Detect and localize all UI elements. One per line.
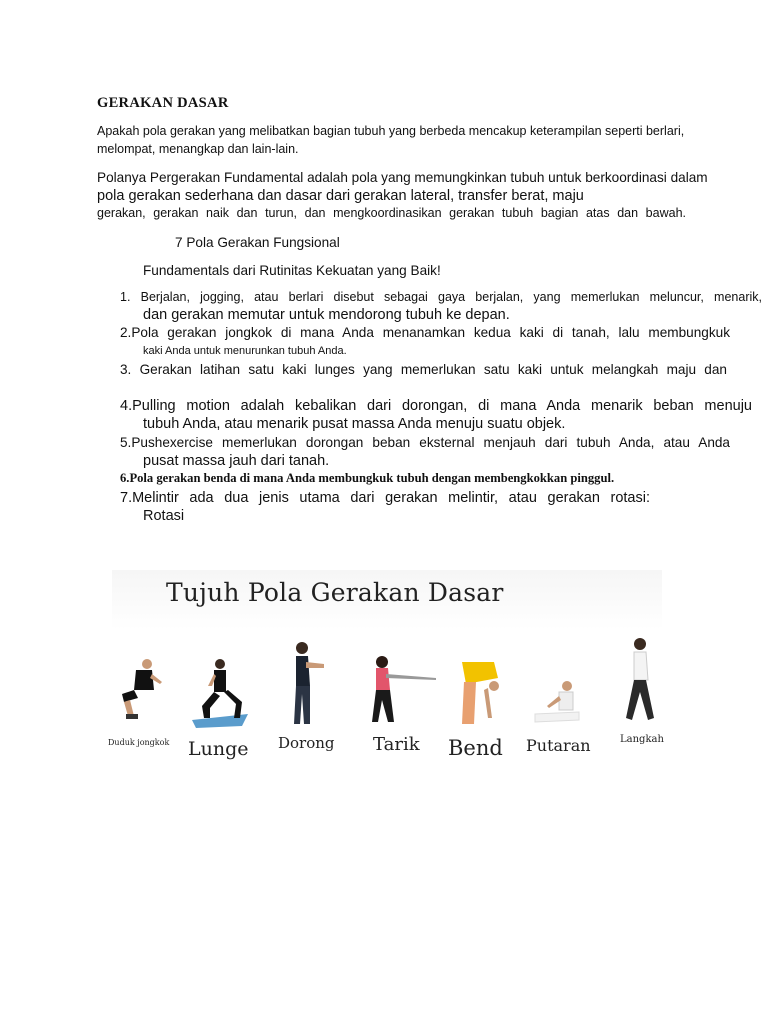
list-item-4-line-1: 4.Pulling motion adalah kebalikan dari dorongan, di mana Anda menarik beban menuju bbox=[120, 398, 752, 414]
list-item-7-line-2: Rotasi bbox=[143, 508, 185, 524]
bend-figure-icon bbox=[454, 658, 504, 730]
section-subheading: Fundamentals dari Rutinitas Kekuatan yang Baik! bbox=[143, 263, 441, 278]
paragraph-line-3: gerakan, gerakan naik dan turun, dan mengkoordinasikan gerakan tubuh bagian atas dan bawah. bbox=[97, 206, 686, 220]
list-item-5-line-2: pusat massa jauh dari tanah. bbox=[143, 453, 330, 469]
list-item-1-line-1: 1. Berjalan, jogging, atau berlari disebut sebagai gaya berjalan, yang memerlukan meluncur, menarik, bbox=[120, 290, 762, 304]
section-heading: 7 Pola Gerakan Fungsional bbox=[175, 235, 340, 250]
intro-line-2: melompat, menangkap dan lain-lain. bbox=[97, 142, 299, 156]
rotation-figure-icon bbox=[533, 678, 583, 726]
list-item-4-line-2: tubuh Anda, atau menarik pusat massa Anda menuju suatu objek. bbox=[143, 416, 566, 432]
push-figure-icon bbox=[286, 638, 331, 728]
stride-figure-icon bbox=[622, 636, 662, 724]
list-item-1-line-2: dan gerakan memutar untuk mendorong tubuh ke depan. bbox=[143, 307, 510, 323]
paragraph-line-2: pola gerakan sederhana dan dasar dari gerakan lateral, transfer berat, maju bbox=[97, 188, 584, 204]
label-pull: Tarik bbox=[373, 734, 420, 755]
label-bend: Bend bbox=[448, 736, 503, 760]
list-item-2-line-2: kaki Anda untuk menurunkan tubuh Anda. bbox=[143, 345, 347, 357]
list-item-3-line-1: 3. Gerakan latihan satu kaki lunges yang memerlukan satu kaki untuk melangkah maju dan bbox=[120, 362, 727, 377]
label-rotation: Putaran bbox=[526, 736, 591, 755]
label-squat: Duduk jongkok bbox=[108, 738, 170, 747]
list-item-5-line-1: 5.Pushexercise memerlukan dorongan beban eksternal menjauh dari tubuh Anda, atau Anda bbox=[120, 435, 730, 450]
paragraph-line-1: Polanya Pergerakan Fundamental adalah pola yang memungkinkan tubuh untuk berkoordinasi dalam bbox=[97, 170, 708, 185]
label-stride: Langkah bbox=[620, 734, 664, 745]
label-lunge: Lunge bbox=[188, 738, 249, 760]
list-item-7-line-1: 7.Melintir ada dua jenis utama dari gerakan melintir, atau gerakan rotasi: bbox=[120, 490, 650, 506]
lunge-figure-icon bbox=[190, 656, 250, 728]
list-item-6-line-1: 6.Pola gerakan benda di mana Anda membungkuk tubuh dengan membengkokkan pinggul. bbox=[120, 471, 615, 485]
squat-figure-icon bbox=[114, 656, 164, 721]
label-push: Dorong bbox=[278, 734, 335, 752]
figure-seven-movement-patterns bbox=[108, 566, 668, 766]
figure-title: Tujuh Pola Gerakan Dasar bbox=[166, 578, 504, 607]
intro-line-1: Apakah pola gerakan yang melibatkan bagian tubuh yang berbeda mencakup keterampilan seperti berlari, bbox=[97, 124, 685, 138]
list-item-2-line-1: 2.Pola gerakan jongkok di mana Anda menanamkan kedua kaki di tanah, lalu membungkuk bbox=[120, 325, 730, 340]
document-title: GERAKAN DASAR bbox=[97, 95, 229, 111]
pull-figure-icon bbox=[370, 654, 440, 726]
